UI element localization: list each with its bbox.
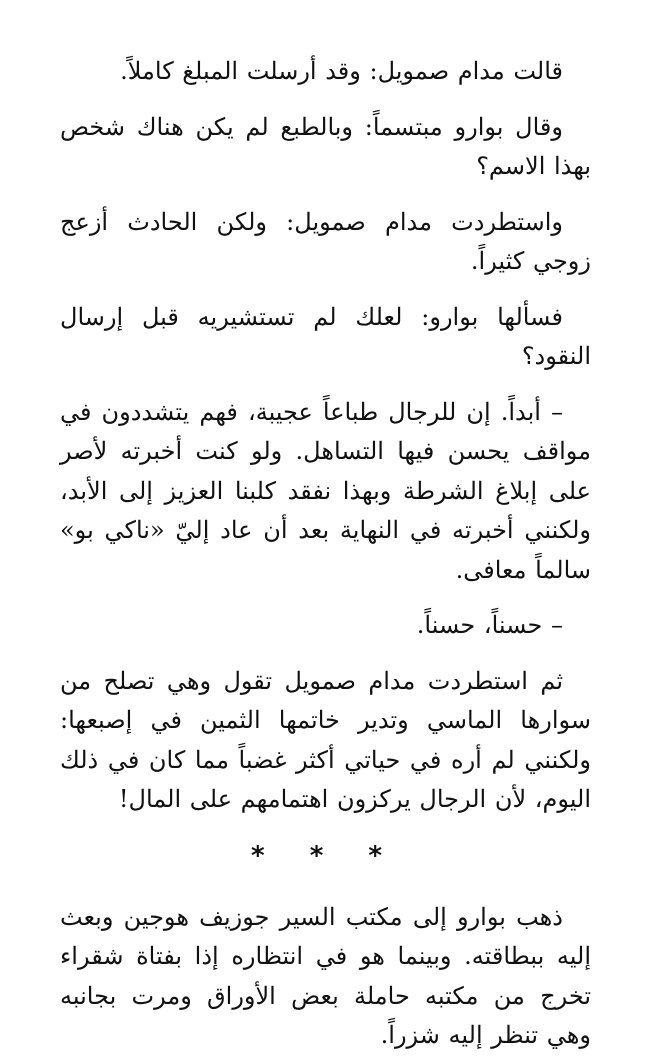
paragraph-5: – أبداً. إن للرجال طباعاً عجيبة، فهم يتشددون في مواقف يحسن فيها التساهل. ولو كنت أخبرته لأصر على إبلاغ الشرطة وبهذا نفقد كلبنا العزيز إلى الأبد، ولكنني أخبرته في النهاية بعد أن عاد إليّ «ناكي بو» سالماً معافى. [60,397,591,584]
paragraph-8: ذهب بوارو إلى مكتب السير جوزيف هوجين وبعث إليه ببطاقته. وبينما هو في انتظاره إذا بفتاة شقراء تخرج من مكتبه حاملة بعض الأوراق ومرت بجانبه وهي تنظر إليه شزراً. [60,902,591,1049]
paragraph-2: وقال بوارو مبتسماً: وبالطبع لم يكن هناك شخص بهذا الاسم؟ [60,112,591,180]
paragraph-1: قالت مدام صمويل: وقد أرسلت المبلغ كاملاً. [120,57,563,85]
section-divider: * * * [251,840,400,871]
paragraph-3: واستطردت مدام صمويل: ولكن الحادث أزعج زوجي كثيراً. [60,207,591,275]
book-page [60,52,591,1049]
paragraph-7: ثم استطردت مدام صمويل تقول وهي تصلح من سوارها الماسي وتدير خاتمها الثمين في إصبعها: ولكنني لم أره في حياتي أكثر غضباً مما كان في ذلك اليوم، لأن الرجال يركزون اهتمامهم على المال! [60,666,591,813]
paragraph-6: – حسناً، حسناً. [416,611,563,639]
paragraph-4: فسألها بوارو: لعلك لم تستشيريه قبل إرسال النقود؟ [60,302,591,370]
